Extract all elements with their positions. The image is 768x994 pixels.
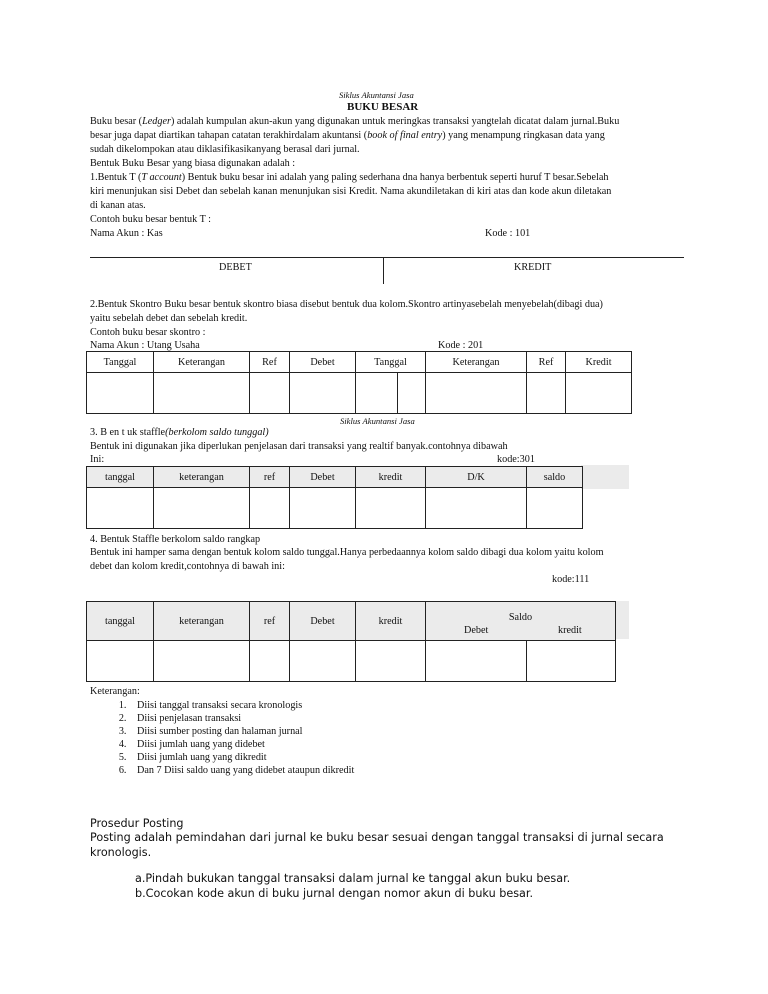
staffle-table: [86, 466, 583, 529]
intro-text: besar juga dapat diartikan tahapan catatan terakhirdalam akuntansi (: [90, 130, 368, 141]
table-header-row: [87, 602, 616, 641]
col-tanggal: tanggal: [87, 467, 154, 488]
list-item: 1. Diisi tanggal transaksi secara kronologis: [129, 699, 354, 712]
list-item: 3. Diisi sumber posting dan halaman jurnal: [129, 725, 354, 738]
intro-line-2: [90, 129, 605, 142]
staffle-heading-prefix: 3. B en t uk staffle: [90, 427, 166, 438]
col-saldo: [426, 602, 616, 641]
intro-line-1: [90, 115, 619, 128]
col-debet: Debet: [290, 602, 356, 641]
staffle-rangkap-table: [86, 601, 616, 682]
t-account-divider: [383, 257, 384, 284]
saldo-label: Saldo: [508, 612, 533, 623]
col-keterangan-kredit: Keterangan: [426, 352, 527, 373]
table-row: [87, 373, 632, 414]
staffle-rangkap-desc-1: Bentuk ini hamper sama dengan bentuk kolom saldo tunggal.Hanya perbedaannya kolom saldo dibagi dua kolom yaitu kolom: [90, 547, 604, 558]
col-tanggal-debit: Tanggal: [87, 352, 154, 373]
col-kredit: kredit: [356, 467, 426, 488]
col-keterangan: keterangan: [154, 602, 250, 641]
list-item: 6. Dan 7 Diisi saldo uang yang didebet ataupun dikredit: [129, 764, 354, 777]
skontro-desc-2: yaitu sebelah debet dan sebelah kredit.: [90, 313, 248, 324]
prosedur-text-2: kronologis.: [90, 846, 152, 859]
list-item: 5. Diisi jumlah uang yang dikredit: [129, 751, 354, 764]
skontro-account: Nama Akun : Utang Usaha: [90, 340, 200, 351]
col-kredit: kredit: [356, 602, 426, 641]
t-account-top-line: [90, 257, 684, 258]
rangkap-header-shade-extension: [614, 601, 629, 639]
col-tanggal-kredit: Tanggal: [356, 352, 426, 373]
col-tanggal: tanggal: [87, 602, 154, 641]
table-row: [87, 488, 583, 529]
skontro-code: Kode : 201: [438, 340, 484, 351]
col-keterangan: keterangan: [154, 467, 250, 488]
staffle-code: kode:301: [497, 454, 535, 465]
col-keterangan-debit: Keterangan: [154, 352, 250, 373]
keterangan-label: Keterangan:: [90, 686, 140, 697]
prosedur-text-1: Posting adalah pemindahan dari jurnal ke buku besar sesuai dengan tanggal transaksi di jurnal secara: [90, 831, 664, 844]
t-account-term: T account: [141, 172, 182, 183]
page-header: Siklus Akuntansi Jasa: [339, 90, 414, 100]
skontro-desc-3: Contoh buku besar skontro :: [90, 327, 206, 338]
col-ref: ref: [250, 467, 290, 488]
staffle-desc: Bentuk ini digunakan jika diperlukan penjelasan dari transaksi yang realtif banyak.contohnya dibawah: [90, 441, 508, 452]
prosedur-title: Prosedur Posting: [90, 817, 184, 830]
t-account-debit: DEBET: [219, 262, 252, 273]
prosedur-step-b: b.Cocokan kode akun di buku jurnal dengan nomor akun di buku besar.: [135, 887, 534, 900]
staffle-rangkap-code: kode:111: [552, 574, 590, 585]
list-item: 4. Diisi jumlah uang yang didebet: [129, 738, 354, 751]
staffle-header-shade-extension: [581, 465, 629, 489]
t-account-name: Nama Akun : Kas: [90, 228, 163, 239]
staffle-rangkap-desc-2: debet dan kolom kredit,contohnya di bawah ini:: [90, 561, 285, 572]
col-saldo: saldo: [527, 467, 583, 488]
intro-text: Buku besar (: [90, 116, 143, 127]
table-row: [87, 641, 616, 682]
t-account-code: Kode : 101: [485, 228, 531, 239]
staffle-rangkap-heading: 4. Bentuk Staffle berkolom saldo rangkap: [90, 534, 261, 545]
saldo-debet-label: Debet: [464, 625, 489, 636]
intro-text: ) adalah kumpulan akun-akun yang digunakan untuk meringkas transaksi yangtelah dicatat dalam jurnal.Buku: [170, 116, 620, 127]
intro-line-8: Contoh buku besar bentuk T :: [90, 214, 212, 225]
final-entry-term: book of final entry: [367, 130, 443, 141]
intro-line-3: sudah dikelompokan atau diklasifikasikanyang berasal dari jurnal.: [90, 144, 360, 155]
staffle-ini: Ini:: [90, 454, 105, 465]
table-header-row: [87, 352, 632, 373]
skontro-table: [86, 351, 632, 414]
skontro-desc-1: 2.Bentuk Skontro Buku besar bentuk skontro biasa disebut bentuk dua kolom.Skontro artinyasebelah menyebelah(dibagi dua): [90, 299, 603, 310]
intro-line-6: kiri menunjukan sisi Debet dan sebelah kanan menunjukan sisi Kredit. Nama akundiletakan di kiri atas dan kode akun diletakan: [90, 186, 612, 197]
intro-text: 1.Bentuk T (: [90, 172, 142, 183]
t-account-credit: KREDIT: [514, 262, 552, 273]
intro-line-4: Bentuk Buku Besar yang biasa digunakan adalah :: [90, 158, 296, 169]
intro-line-5: [90, 171, 609, 184]
col-debet: Debet: [290, 467, 356, 488]
list-item: 2. Diisi penjelasan transaksi: [129, 712, 354, 725]
intro-text: ) yang menampung ringkasan data yang: [442, 130, 605, 141]
col-ref-kredit: Ref: [527, 352, 566, 373]
col-kredit: Kredit: [566, 352, 632, 373]
saldo-kredit-label: kredit: [558, 625, 582, 636]
col-ref-debit: Ref: [250, 352, 290, 373]
keterangan-list: [90, 699, 354, 777]
staffle-heading: [90, 426, 269, 439]
table-header-row: [87, 467, 583, 488]
intro-line-7: di kanan atas.: [90, 200, 146, 211]
staffle-heading-italic: (berkolom saldo tunggal): [165, 427, 269, 438]
prosedur-step-a: a.Pindah bukukan tanggal transaksi dalam jurnal ke tanggal akun buku besar.: [135, 872, 571, 885]
page-header-2: Siklus Akuntansi Jasa: [340, 416, 415, 426]
col-debet: Debet: [290, 352, 356, 373]
page-title: BUKU BESAR: [347, 101, 419, 113]
col-ref: ref: [250, 602, 290, 641]
intro-text: ) Bentuk buku besar ini adalah yang paling sederhana dna hanya berbentuk seperti huruf T besar.Sebelah: [181, 172, 609, 183]
ledger-term: Ledger: [142, 116, 171, 127]
col-dk: D/K: [426, 467, 527, 488]
